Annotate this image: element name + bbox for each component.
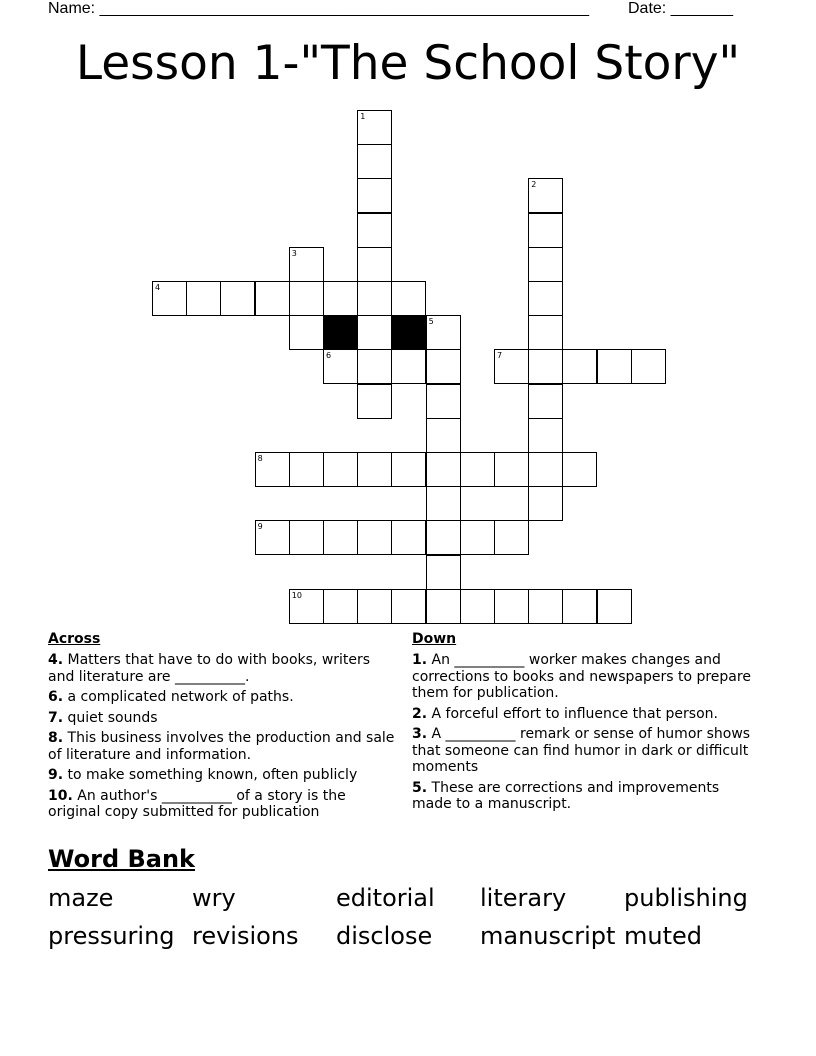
clue-text: An __________ worker makes changes and corrections to books and newspapers to prepare them for publication. (412, 652, 751, 701)
crossword-cell[interactable] (391, 281, 426, 316)
crossword-cell[interactable] (597, 589, 632, 624)
crossword-cell[interactable] (426, 520, 461, 555)
clue-across-4 (48, 652, 398, 685)
clue-number: 8. (48, 730, 64, 746)
crossword-cell[interactable] (391, 520, 426, 555)
crossword-cell[interactable] (426, 555, 461, 590)
crossword-cell[interactable] (460, 452, 495, 487)
clue-number: 10. (48, 787, 73, 804)
crossword-cell[interactable] (289, 281, 324, 316)
clue-down-5 (412, 780, 762, 813)
crossword-cell[interactable] (289, 520, 324, 555)
word-bank-word: publishing (624, 884, 748, 912)
cell-number: 4 (155, 283, 161, 292)
crossword-cell[interactable] (255, 281, 290, 316)
crossword-cell[interactable] (357, 281, 392, 316)
crossword-cell[interactable] (357, 520, 392, 555)
crossword-cell[interactable] (528, 315, 563, 350)
clue-number: 9. (48, 767, 64, 783)
clue-across-9 (48, 767, 398, 784)
crossword-cell[interactable] (357, 349, 392, 384)
crossword-cell[interactable] (357, 247, 392, 282)
crossword-cell[interactable] (289, 589, 324, 624)
crossword-cell[interactable] (494, 520, 529, 555)
clue-text: quiet sounds (67, 709, 158, 726)
clue-text: A __________ remark or sense of humor shows that someone can find humor in dark or difficult moments (412, 726, 751, 775)
crossword-cell[interactable] (426, 315, 461, 350)
down-clues (412, 630, 762, 817)
cell-number: 5 (428, 317, 434, 327)
across-clues (48, 630, 398, 825)
clue-number: 7. (48, 709, 64, 726)
clue-number: 6. (48, 689, 64, 705)
crossword-cell[interactable] (631, 349, 666, 384)
down-heading: Down (412, 631, 457, 647)
name-line[interactable]: Name: _______________________________________________________ (48, 0, 589, 17)
cell-number: 2 (531, 180, 537, 190)
clue-text: These are corrections and improvements made to a manuscript. (412, 779, 720, 812)
clue-text: A forceful effort to influence that person. (431, 705, 718, 722)
crossword-cell[interactable] (460, 589, 495, 624)
crossword-cell[interactable] (357, 452, 392, 487)
word-bank-word: manuscript (480, 922, 616, 950)
crossword-cell[interactable] (357, 144, 392, 179)
cell-number: 3 (291, 248, 297, 258)
crossword-cell[interactable] (255, 452, 290, 487)
crossword-cell[interactable] (289, 247, 324, 282)
crossword-cell[interactable] (494, 589, 529, 624)
crossword-cell[interactable] (528, 247, 563, 282)
crossword-cell[interactable] (357, 384, 392, 419)
crossword-cell[interactable] (391, 349, 426, 384)
crossword-cell[interactable] (357, 315, 392, 350)
across-heading: Across (48, 631, 101, 647)
crossword-cell[interactable] (289, 315, 324, 350)
cell-number: 9 (257, 522, 263, 532)
shaded-cell (323, 315, 358, 350)
clue-text: to make something known, often publicly (67, 767, 358, 783)
crossword-cell[interactable] (528, 281, 563, 316)
word-bank-word: pressuring (48, 922, 175, 950)
cell-number: 6 (326, 351, 332, 361)
cell-number: 7 (497, 351, 503, 361)
clue-number: 2. (412, 705, 428, 722)
crossword-cell[interactable] (562, 452, 597, 487)
cell-number: 10 (291, 590, 302, 600)
cell-number: 1 (360, 112, 366, 121)
crossword-cell[interactable] (391, 452, 426, 487)
crossword-cell[interactable] (528, 452, 563, 487)
crossword-cell[interactable] (323, 281, 358, 316)
crossword-cell[interactable] (186, 281, 221, 316)
crossword-cell[interactable] (426, 384, 461, 419)
crossword-cell[interactable] (426, 452, 461, 487)
clue-down-1 (412, 652, 762, 702)
word-bank-word: muted (624, 922, 702, 950)
crossword-cell[interactable] (220, 281, 255, 316)
clue-across-10 (48, 788, 398, 821)
crossword-cell[interactable] (528, 349, 563, 384)
word-bank-word: literary (480, 884, 567, 912)
clue-across-8 (48, 730, 398, 763)
crossword-cell[interactable] (255, 520, 290, 555)
crossword-cell[interactable] (426, 349, 461, 384)
crossword-cell[interactable] (562, 589, 597, 624)
crossword-cell[interactable] (426, 589, 461, 624)
clue-across-6 (48, 689, 398, 706)
crossword-cell[interactable] (528, 384, 563, 419)
word-bank-word: revisions (192, 922, 299, 950)
word-bank-word: editorial (336, 884, 435, 912)
crossword-cell[interactable] (528, 589, 563, 624)
page-title: Lesson 1-"The School Story" (75, 36, 741, 91)
word-bank-word: disclose (336, 922, 433, 950)
crossword-cell[interactable] (528, 418, 563, 453)
crossword-cell[interactable] (357, 589, 392, 624)
clue-text: Matters that have to do with books, writers and literature are __________. (48, 652, 371, 685)
crossword-cell[interactable] (528, 178, 563, 213)
clue-down-3 (412, 726, 762, 776)
crossword-cell[interactable] (391, 589, 426, 624)
clue-text: a complicated network of paths. (67, 689, 294, 705)
crossword-cell[interactable] (426, 418, 461, 453)
clue-text: This business involves the production and sale of literature and information. (48, 730, 395, 763)
crossword-cell[interactable] (152, 281, 187, 316)
date-line[interactable]: Date: _______ (628, 0, 733, 17)
crossword-cell[interactable] (323, 520, 358, 555)
crossword-cell[interactable] (323, 349, 358, 384)
crossword-cell[interactable] (323, 589, 358, 624)
crossword-cell[interactable] (597, 349, 632, 384)
crossword-cell[interactable] (494, 452, 529, 487)
shaded-cell (391, 315, 426, 350)
crossword-cell[interactable] (357, 110, 392, 145)
clue-down-2 (412, 706, 762, 723)
clue-number: 3. (412, 726, 428, 742)
clue-across-7 (48, 710, 398, 727)
crossword-cell[interactable] (528, 213, 563, 248)
crossword-cell[interactable] (323, 452, 358, 487)
clue-text: An author's __________ of a story is the original copy submitted for publication (48, 787, 346, 820)
clue-number: 1. (412, 652, 428, 668)
clue-number: 5. (412, 779, 428, 796)
crossword-cell[interactable] (426, 486, 461, 521)
crossword-cell[interactable] (494, 349, 529, 384)
crossword-cell[interactable] (562, 349, 597, 384)
word-bank-word: wry (192, 884, 236, 912)
crossword-cell[interactable] (357, 213, 392, 248)
word-bank-word: maze (48, 884, 114, 912)
crossword-cell[interactable] (357, 178, 392, 213)
clue-number: 4. (48, 652, 64, 668)
crossword-cell[interactable] (289, 452, 324, 487)
cell-number: 8 (257, 454, 263, 463)
word-bank-title: Word Bank (48, 845, 196, 873)
crossword-cell[interactable] (460, 520, 495, 555)
crossword-cell[interactable] (528, 486, 563, 521)
